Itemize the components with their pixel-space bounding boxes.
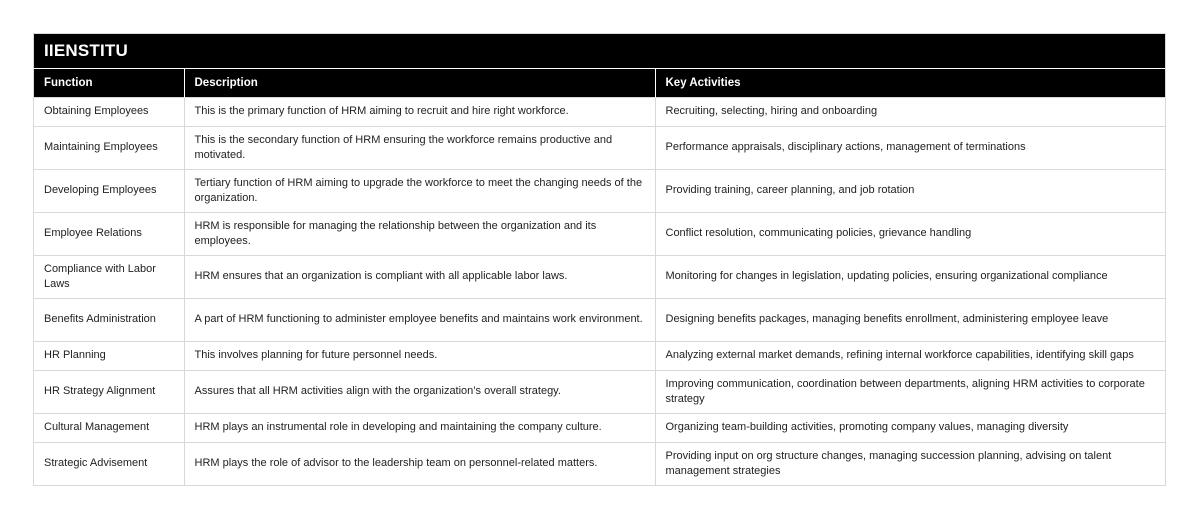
cell-function: Compliance with Labor Laws [34,255,184,298]
cell-key-activities: Providing training, career planning, and job rotation [655,169,1165,212]
cell-key-activities: Organizing team-building activities, promoting company values, managing diversity [655,413,1165,442]
table-row [34,212,1165,255]
cell-function: HR Planning [34,341,184,370]
hrm-functions-table-container [33,33,1166,486]
header-key-activities: Key Activities [655,69,1165,97]
cell-description: HRM ensures that an organization is compliant with all applicable labor laws. [184,255,655,298]
cell-key-activities: Designing benefits packages, managing benefits enrollment, administering employee leave [655,298,1165,341]
cell-description: Tertiary function of HRM aiming to upgrade the workforce to meet the changing needs of the organization. [184,169,655,212]
cell-key-activities: Recruiting, selecting, hiring and onboarding [655,97,1165,126]
table-row [34,126,1165,169]
cell-description: This is the secondary function of HRM ensuring the workforce remains productive and motivated. [184,126,655,169]
cell-function: Obtaining Employees [34,97,184,126]
header-description: Description [184,69,655,97]
table-header-row [34,69,1165,97]
cell-description: A part of HRM functioning to administer employee benefits and maintains work environment. [184,298,655,341]
table-row [34,255,1165,298]
hrm-functions-table [34,69,1165,485]
cell-function: Developing Employees [34,169,184,212]
table-row [34,97,1165,126]
cell-key-activities: Analyzing external market demands, refining internal workforce capabilities, identifying skill gaps [655,341,1165,370]
table-row [34,370,1165,413]
cell-key-activities: Performance appraisals, disciplinary actions, management of terminations [655,126,1165,169]
cell-function: Employee Relations [34,212,184,255]
cell-description: HRM plays the role of advisor to the leadership team on personnel-related matters. [184,442,655,485]
cell-key-activities: Conflict resolution, communicating policies, grievance handling [655,212,1165,255]
cell-description: Assures that all HRM activities align with the organization’s overall strategy. [184,370,655,413]
table-row [34,442,1165,485]
cell-description: HRM is responsible for managing the relationship between the organization and its employees. [184,212,655,255]
cell-description: HRM plays an instrumental role in developing and maintaining the company culture. [184,413,655,442]
brand-title: IIENSTITU [34,34,1165,69]
table-row [34,341,1165,370]
cell-description: This involves planning for future personnel needs. [184,341,655,370]
cell-function: HR Strategy Alignment [34,370,184,413]
cell-function: Cultural Management [34,413,184,442]
cell-function: Maintaining Employees [34,126,184,169]
table-row [34,413,1165,442]
cell-key-activities: Providing input on org structure changes, managing succession planning, advising on talent management strategies [655,442,1165,485]
cell-key-activities: Monitoring for changes in legislation, updating policies, ensuring organizational compliance [655,255,1165,298]
cell-function: Strategic Advisement [34,442,184,485]
header-function: Function [34,69,184,97]
cell-description: This is the primary function of HRM aiming to recruit and hire right workforce. [184,97,655,126]
cell-function: Benefits Administration [34,298,184,341]
table-row [34,169,1165,212]
cell-key-activities: Improving communication, coordination between departments, aligning HRM activities to corporate strategy [655,370,1165,413]
table-row [34,298,1165,341]
